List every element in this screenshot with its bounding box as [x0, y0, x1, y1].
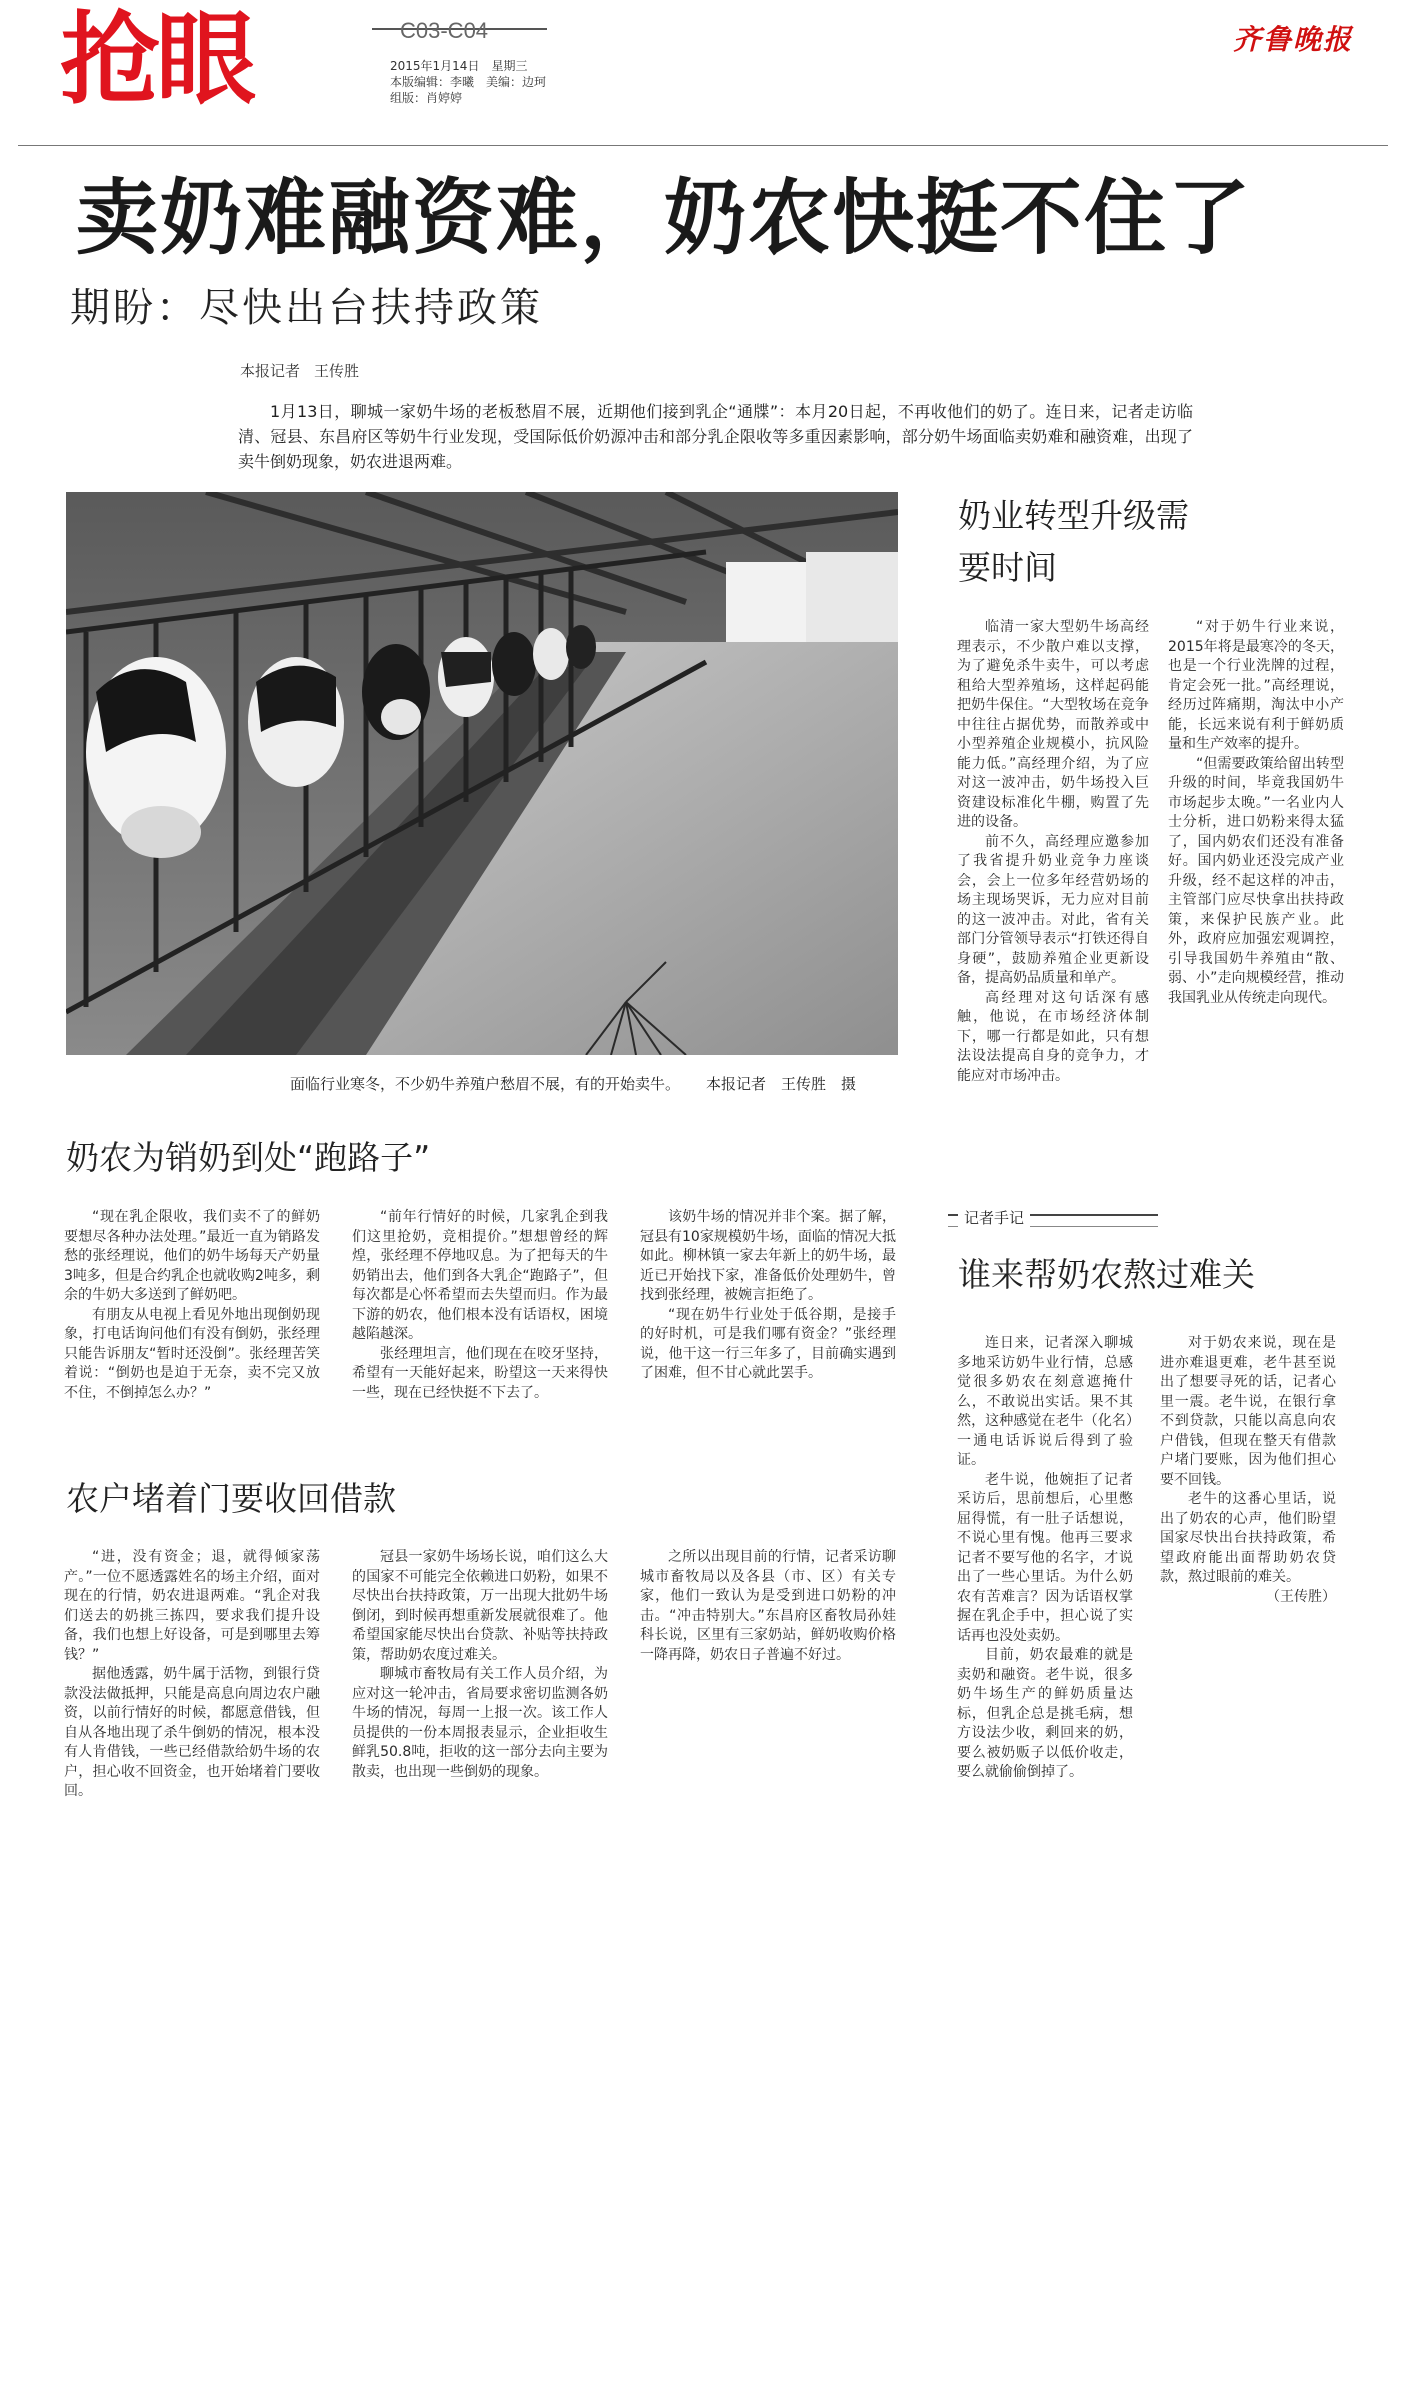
section3-title: 奶业转型升级需要时间	[958, 496, 1189, 587]
section1-column-1	[64, 1208, 320, 1403]
paragraph: “对于奶牛行业来说，2015年将是最寒冷的冬天，也是一个行业洗牌的过程，肯定会死一批。”高经理说，经历过阵痛期，淘汰中小产能，长远来说有利于鲜奶质量和生产效率的提升。	[1168, 619, 1344, 752]
note-tag: 记者手记	[958, 1207, 1030, 1228]
paragraph: 临清一家大型奶牛场高经理表示，不少散户难以支撑，为了避免杀牛卖牛，可以考虑租给大型养殖场，这样起码能把奶牛保住。“大型牧场在竞争中往往占据优势，而散养或中小型养殖企业规模小，抗风险能力低。”高经理介绍，为了应对这一波冲击，奶牛场投入巨资建设标准化牛棚，购置了先进的设备。	[957, 619, 1149, 830]
photo-caption	[290, 1073, 856, 1094]
paragraph: 冠县一家奶牛场场长说，咱们这么大的国家不可能完全依赖进口奶粉，如果不尽快出台扶持政策，万一出现大批奶牛场倒闭，到时候再想重新发展就很难了。他希望国家能尽快出台贷款、补贴等扶持政策，帮助奶农度过难关。	[352, 1549, 608, 1663]
note-column-2	[1160, 1334, 1336, 1607]
paragraph: 张经理坦言，他们现在在咬牙坚持，希望有一天能好起来，盼望这一天来得快一些，现在已经快挺不下去了。	[352, 1345, 608, 1401]
masthead-rule	[18, 145, 1388, 146]
paragraph: 聊城市畜牧局有关工作人员介绍，为应对这一轮冲击，省局要求密切监测各奶牛场的情况，每周一上报一次。该工作人员提供的一份本周报表显示，企业拒收生鲜乳50.8吨，拒收的这一部分去向主要为散卖，也出现一些倒奶的现象。	[352, 1666, 608, 1780]
note-column-1	[957, 1334, 1133, 1783]
section1-column-3	[640, 1208, 896, 1384]
paragraph: 该奶牛场的情况并非个案。据了解，冠县有10家规模奶牛场，面临的情况大抵如此。柳林镇一家去年新上的奶牛场，最近已开始找下家，准备低价处理奶牛，曾找到张经理，被婉言拒绝了。	[640, 1209, 896, 1303]
masthead-info	[390, 58, 546, 106]
section1-title: 奶农为销奶到处“跑路子”	[66, 1138, 431, 1177]
section2-column-3	[640, 1548, 896, 1665]
paragraph: 据他透露，奶牛属于活物，到银行贷款没法做抵押，只能是高息向周边农户融资，以前行情好的时候，都愿意借钱，但自从各地出现了杀牛倒奶的情况，根本没有人肯借钱，一些已经借款给奶牛场的农户，担心收不回资金，也开始堵着门要收回。	[64, 1666, 320, 1799]
paragraph: “但需要政策给留出转型升级的时间，毕竟我国奶牛市场起步太晚。”一名业内人士分析，进口奶粉来得太猛了，国内奶农们还没有准备好。国内奶业还没完成产业升级，经不起这样的冲击，主管部门应尽快拿出扶持政策，来保护民族产业。此外，政府应加强宏观调控，引导我国奶牛养殖由“散、弱、小”走向规模经营，推动我国乳业从传统走向现代。	[1168, 755, 1344, 1006]
section-logo: 抢眼	[60, 1, 252, 118]
paragraph: 高经理对这句话深有感触，他说，在市场经济体制下，哪一行都是如此，只有想法设法提高自身的竞争力，才能应对市场冲击。	[957, 989, 1149, 1084]
section2-title: 农户堵着门要收回借款	[66, 1479, 396, 1518]
paragraph: 老牛的这番心里话，说出了奶农的心声，他们盼望国家尽快出台扶持政策，希望政府能出面帮助奶农贷款，熬过眼前的难关。	[1160, 1491, 1336, 1585]
note-title: 谁来帮奶农熬过难关	[958, 1255, 1255, 1294]
paragraph: 有朋友从电视上看见外地出现倒奶现象，打电话询问他们有没有倒奶，张经理只能告诉朋友“暂时还没倒”。张经理苦笑着说：“倒奶也是迫于无奈，卖不完又放不住，不倒掉怎么办？”	[64, 1306, 320, 1401]
section3-column-1	[957, 618, 1149, 1086]
issue-date: 2015年1月14日 星期三	[390, 59, 528, 73]
paragraph: 之所以出现目前的行情，记者采访聊城市畜牧局以及各县（市、区）有关专家，他们一致认为是受到进口奶粉的冲击。“冲击特别大。”东昌府区畜牧局孙娃科长说，区里有三家奶站，鲜奶收购价格一降再降，奶农日子普遍不好过。	[640, 1549, 896, 1663]
byline-label: 本报记者	[240, 362, 301, 380]
barn-illustration	[66, 492, 898, 1055]
paragraph: 前不久，高经理应邀参加了我省提升奶业竞争力座谈会，会上一位多年经营奶场的场主现场哭诉，无力应对目前的这一波冲击。对此，省有关部门分管领导表示“打铁还得自身硬”，鼓励养殖企业更新设备，提高奶品质量和单产。	[957, 833, 1149, 986]
paragraph: “现在奶牛行业处于低谷期，是接手的好时机，可是我们哪有资金？”张经理说，他干这一行三年多了，目前确实遇到了困难，但不甘心就此罢手。	[640, 1306, 896, 1381]
paragraph: “前年行情好的时候，几家乳企到我们这里抢奶，竞相提价。”想想曾经的辉煌，张经理不停地叹息。为了把每天的牛奶销出去，他们到各大乳企“跑路子”，但每次都是心怀希望而去失望而归。作为最下游的奶农，他们根本没有话语权，困境越陷越深。	[352, 1209, 608, 1342]
editors-credit: 本版编辑：李曦 美编：边珂	[390, 75, 547, 89]
section3-column-2	[1168, 618, 1344, 1008]
caption-text: 面临行业寒冬，不少奶牛养殖户愁眉不展，有的开始卖牛。	[290, 1075, 681, 1093]
sub-headline: 期盼：尽快出台扶持政策	[70, 285, 543, 331]
byline-name: 王传胜	[314, 362, 360, 380]
section1-column-2	[352, 1208, 608, 1403]
cow-barn-photo	[66, 492, 898, 1055]
paragraph: 对于奶农来说，现在是进亦难退更难，老牛甚至说出了想要寻死的话，记者心里一震。老牛说，在银行拿不到贷款，只能以高息向农户借钱，但现在整天有借款户堵门要账，因为他们担心要不回钱。	[1160, 1335, 1336, 1488]
paragraph: “进，没有资金；退，就得倾家荡产。”一位不愿透露姓名的场主介绍，面对现在的行情，奶农进退两难。“乳企对我们送去的奶挑三拣四，要求我们提升设备，我们也想上好设备，可是到哪里去筹钱？”	[64, 1549, 320, 1663]
note-signature: （王传胜）	[1266, 1588, 1336, 1605]
layout-credit: 组版：肖婷婷	[390, 91, 463, 105]
section2-column-2	[352, 1548, 608, 1782]
photo-credit: 本报记者 王传胜 摄	[706, 1075, 857, 1093]
paragraph: 目前，奶农最难的就是卖奶和融资。老牛说，很多奶牛场生产的鲜奶质量达标，但乳企总是挑毛病，想方设法少收，剩回来的奶，要么被奶贩子以低价收走，要么就偷偷倒掉了。	[957, 1647, 1133, 1780]
lead-paragraph: 1月13日，聊城一家奶牛场的老板愁眉不展，近期他们接到乳企“通牒”：本月20日起，不再收他们的奶了。连日来，记者走访临清、冠县、东昌府区等奶牛行业发现，受国际低价奶源冲击和部分乳企限收等多重因素影响，部分奶牛场面临卖奶难和融资难，出现了卖牛倒奶现象，奶农进退两难。	[238, 402, 1193, 471]
byline	[240, 360, 359, 381]
paragraph: 老牛说，他婉拒了记者采访后，思前想后，心里憋屈得慌，有一肚子话想说，不说心里有愧。他再三要求记者不要写他的名字，才说出了一些心里话。为什么奶农有苦难言？因为话语权掌握在乳企手中，担心说了实话再也没处卖奶。	[957, 1471, 1133, 1644]
newspaper-logo: 齐鲁晚报	[1232, 23, 1353, 56]
page-numbers: C03-C04	[400, 18, 489, 43]
section2-column-1	[64, 1548, 320, 1802]
main-headline: 卖奶难融资难，奶农快挺不住了	[76, 170, 1253, 266]
paragraph: “现在乳企限收，我们卖不了的鲜奶要想尽各种办法处理。”最近一直为销路发愁的张经理说，他们的奶牛场每天产奶量3吨多，但是合约乳企也就收购2吨多，剩余的牛奶大多送到了鲜奶吧。	[64, 1209, 320, 1303]
paragraph: 连日来，记者深入聊城多地采访奶牛业行情，总感觉很多奶农在刻意遮掩什么，不敢说出实话。果不其然，这种感觉在老牛（化名）一通电话诉说后得到了验证。	[957, 1335, 1133, 1468]
